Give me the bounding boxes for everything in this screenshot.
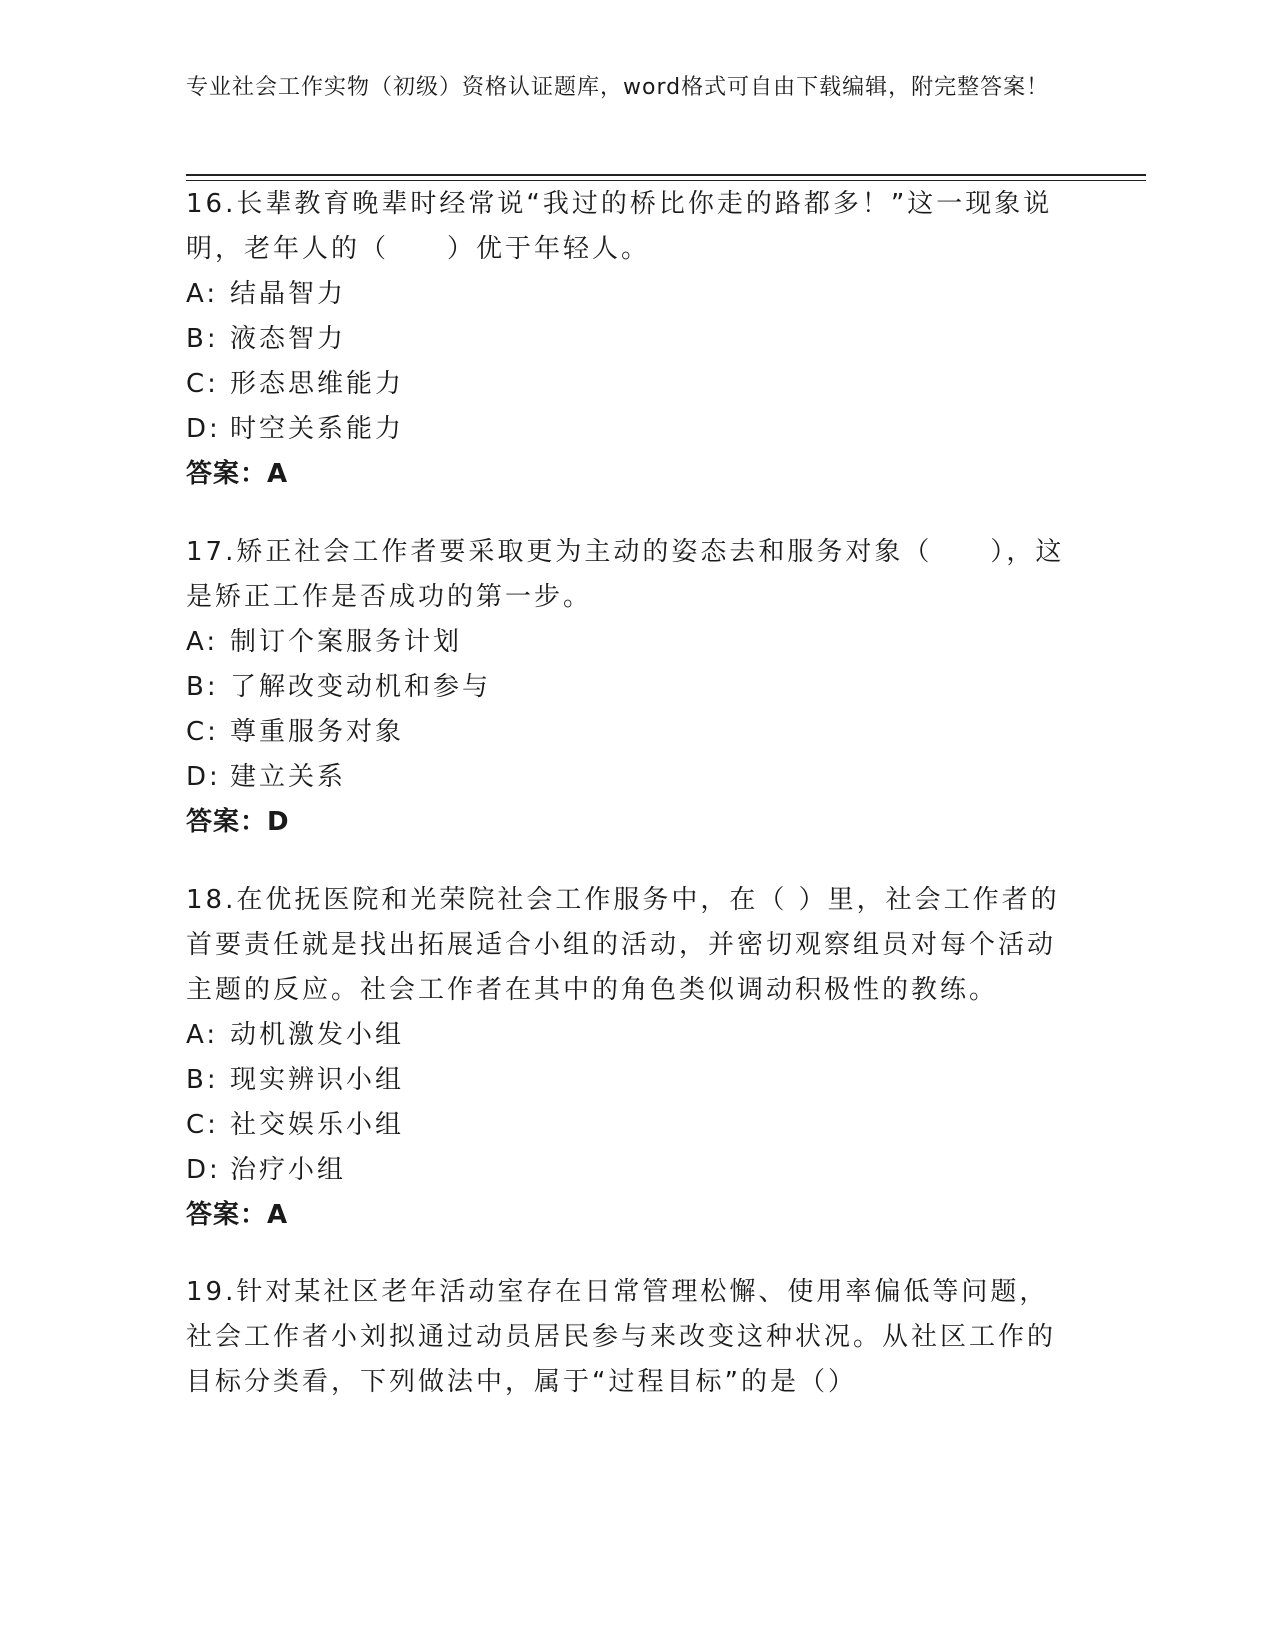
option-text: 现实辨识小组 — [230, 1065, 405, 1095]
option-c — [186, 710, 1066, 755]
option-text: 结晶智力 — [230, 279, 347, 309]
option-text: 动机激发小组 — [230, 1020, 405, 1050]
option-a — [186, 272, 1066, 317]
option-b — [186, 317, 1066, 362]
option-key: B: — [186, 1065, 219, 1095]
question-stem: 19.针对某社区老年活动室存在日常管理松懈、使用率偏低等问题，社会工作者小刘拟通过动员居民参与来改变这种状况。从社区工作的目标分类看，下列做法中，属于“过程目标”的是（） — [186, 1277, 1057, 1397]
option-list — [186, 1013, 1066, 1193]
question-stem: 18.在优抚医院和光荣院社会工作服务中，在（ ）里，社会工作者的首要责任就是找出拓展适合小组的活动，并密切观察组员对每个活动主题的反应。社会工作者在其中的角色类似调动积极性的教练。 — [186, 885, 1060, 1005]
option-list — [186, 620, 1066, 800]
option-c — [186, 1103, 1066, 1148]
option-key: A: — [186, 279, 219, 309]
question-18 — [186, 878, 1066, 1238]
option-key: D: — [186, 414, 221, 444]
option-d — [186, 755, 1066, 800]
header-divider — [186, 174, 1146, 176]
option-key: B: — [186, 672, 219, 702]
question-stem: 17.矫正社会工作者要采取更为主动的姿态去和服务对象（ ），这是矫正工作是否成功的第一步。 — [186, 537, 1065, 612]
option-key: C: — [186, 717, 219, 747]
option-key: A: — [186, 627, 219, 657]
option-text: 尊重服务对象 — [230, 717, 405, 747]
option-a — [186, 1013, 1066, 1058]
option-key: B: — [186, 324, 219, 354]
option-key: D: — [186, 1155, 221, 1185]
option-d — [186, 407, 1066, 452]
option-text: 形态思维能力 — [230, 369, 405, 399]
page-header: 专业社会工作实物（初级）资格认证题库，word格式可自由下载编辑，附完整答案！ — [186, 75, 1050, 100]
option-text: 建立关系 — [230, 762, 347, 792]
option-text: 时空关系能力 — [230, 414, 405, 444]
option-c — [186, 362, 1066, 407]
answer-label: 答案：A — [186, 459, 289, 489]
answer-label: 答案：A — [186, 1200, 289, 1230]
question-stem: 16.长辈教育晚辈时经常说“我过的桥比你走的路都多！”这一现象说明，老年人的（ ）优于年轻人。 — [186, 189, 1053, 264]
option-key: C: — [186, 1110, 219, 1140]
option-key: D: — [186, 762, 221, 792]
option-text: 了解改变动机和参与 — [230, 672, 492, 702]
question-17 — [186, 530, 1066, 845]
option-b — [186, 665, 1066, 710]
option-text: 治疗小组 — [230, 1155, 347, 1185]
question-19 — [186, 1270, 1066, 1405]
answer-label: 答案：D — [186, 807, 290, 837]
option-b — [186, 1058, 1066, 1103]
option-d — [186, 1148, 1066, 1193]
option-text: 制订个案服务计划 — [230, 627, 463, 657]
option-key: C: — [186, 369, 219, 399]
option-a — [186, 620, 1066, 665]
question-16 — [186, 182, 1066, 497]
option-text: 社交娱乐小组 — [230, 1110, 405, 1140]
option-key: A: — [186, 1020, 219, 1050]
header-divider-thin — [186, 180, 1146, 181]
option-list — [186, 272, 1066, 452]
option-text: 液态智力 — [230, 324, 347, 354]
